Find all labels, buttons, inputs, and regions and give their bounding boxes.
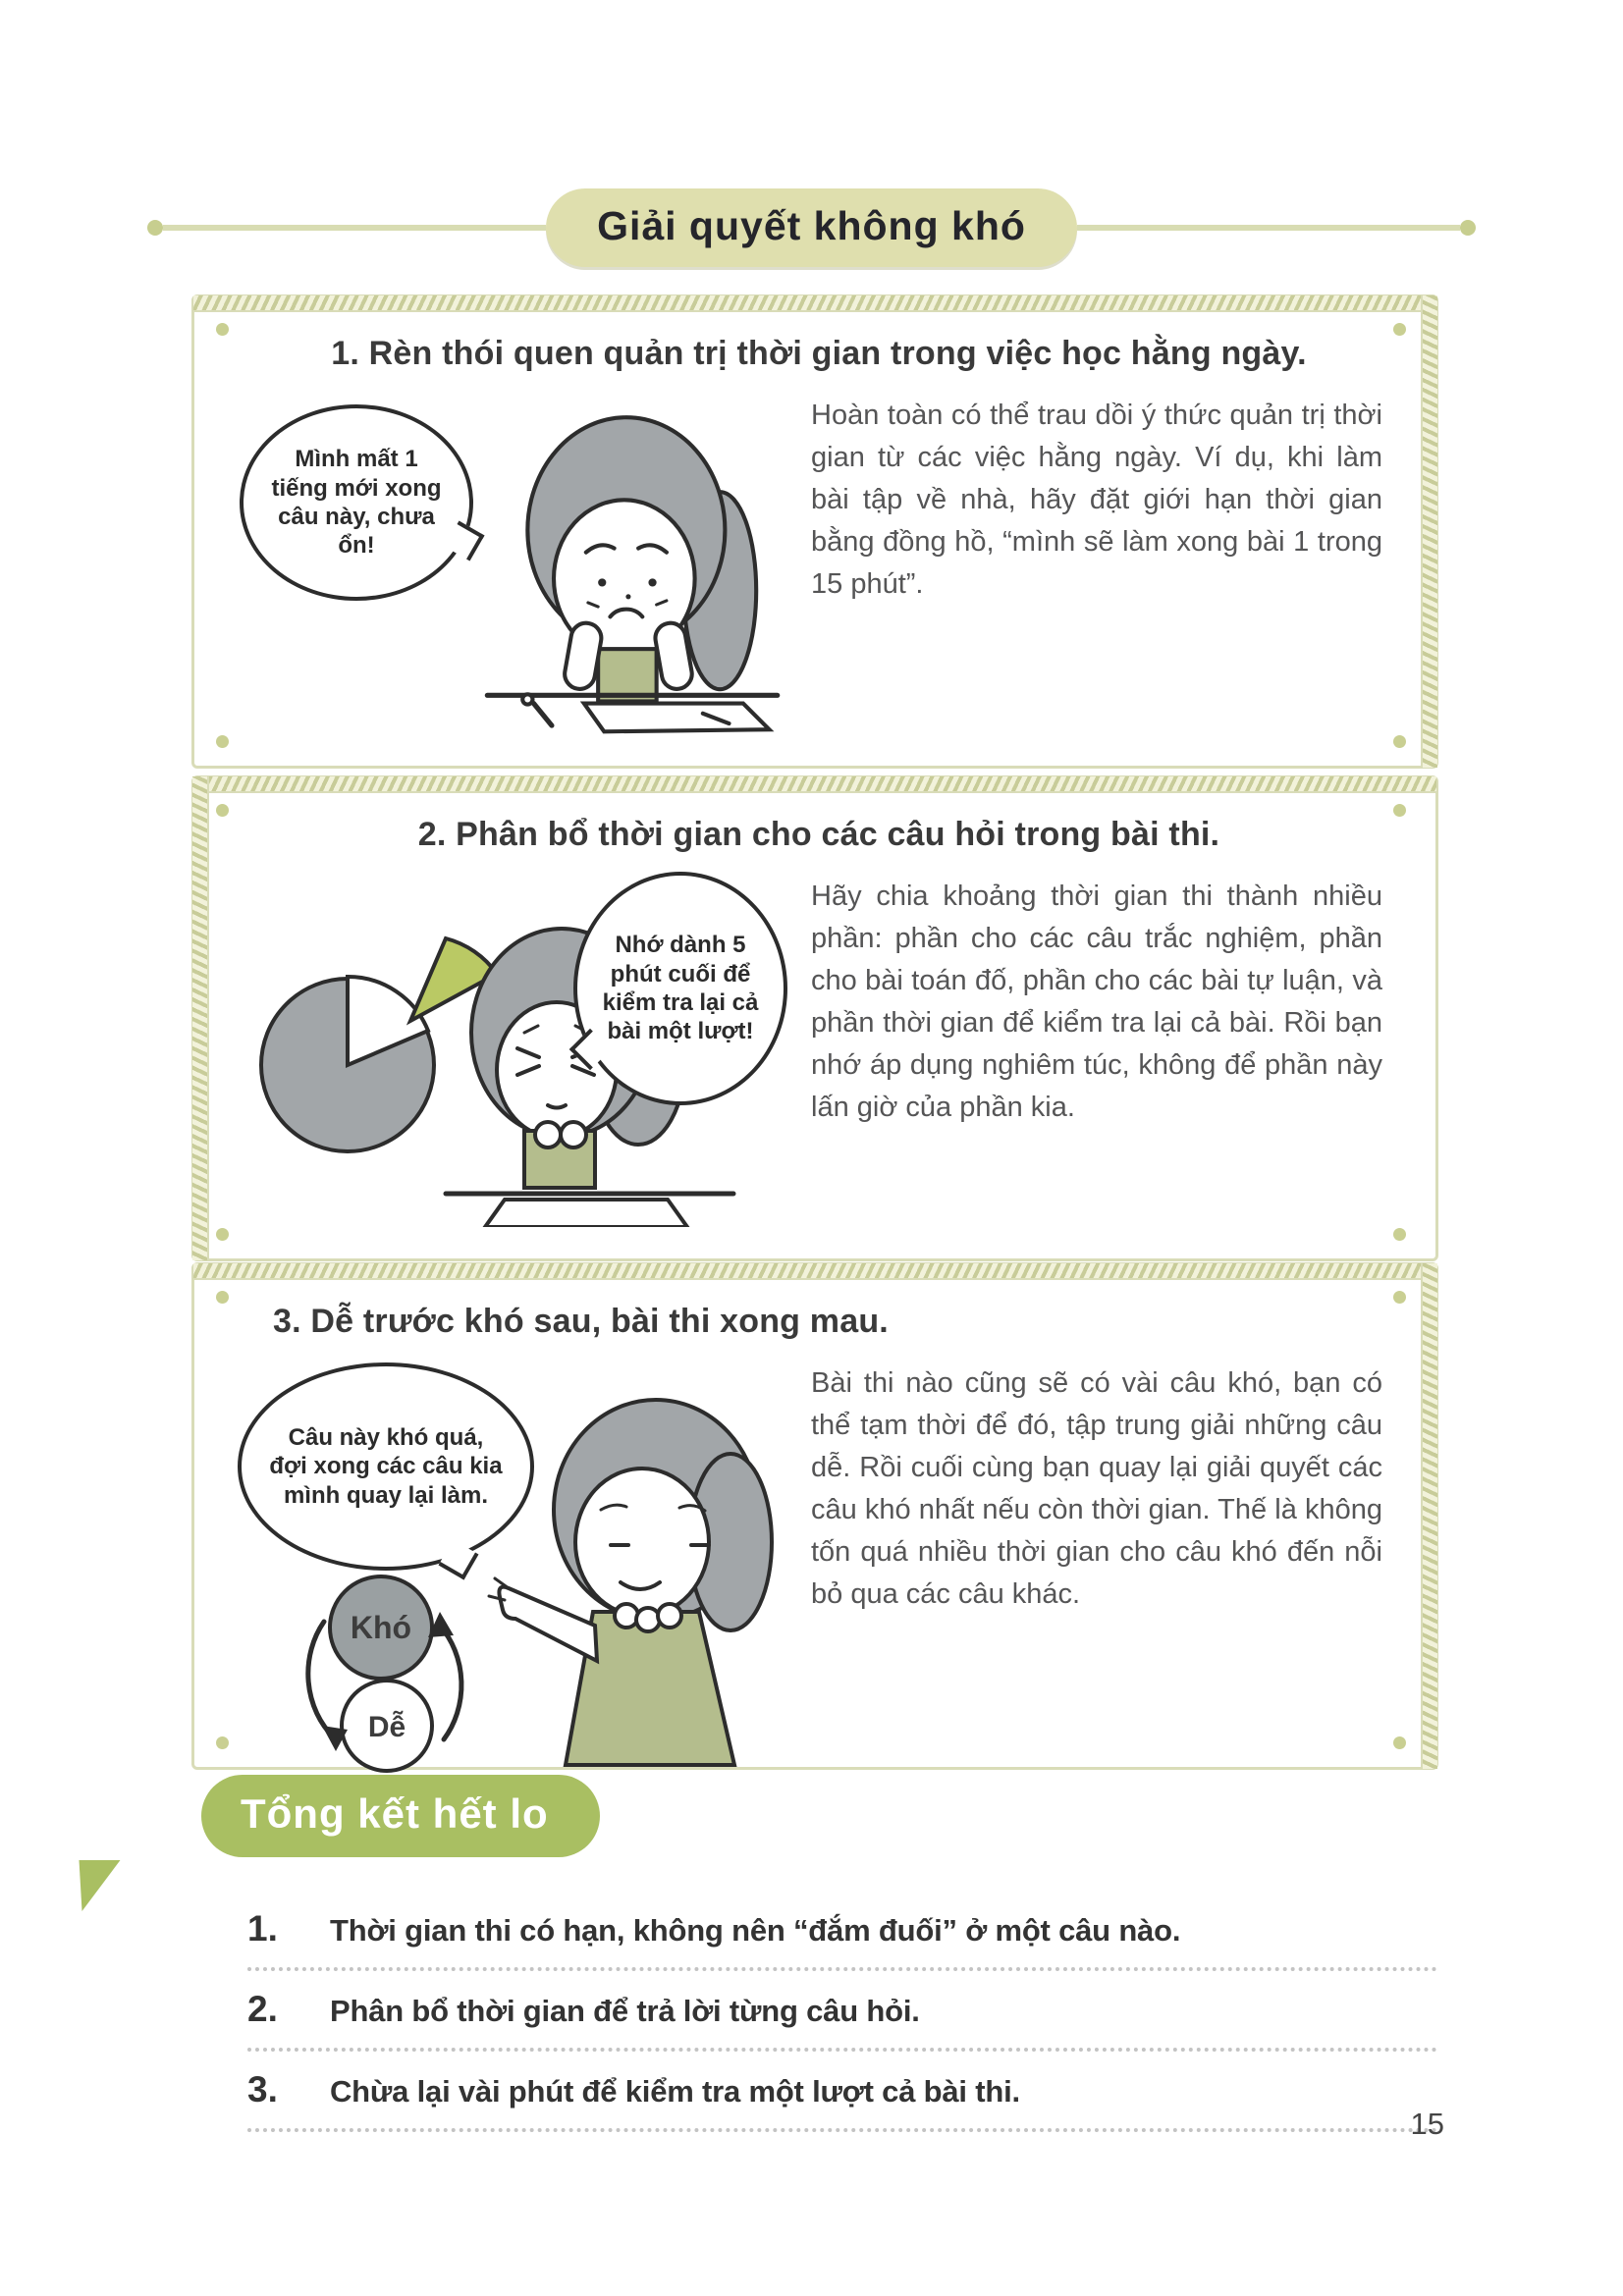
speech-bubble-text: Nhớ dành 5 phút cuối để kiểm tra lại cả bài một lượt!: [602, 932, 759, 1045]
speech-bubble: [238, 1362, 534, 1571]
section-1-illustration: [238, 389, 787, 748]
title-right-dot-icon: [1460, 220, 1476, 236]
speech-bubble-text: Câu này khó quá, đợi xong các câu kia mình quay lại làm.: [269, 1424, 503, 1509]
cycle-hard-label: Khó: [350, 1610, 412, 1645]
speech-bubble-text: Mình mất 1 tiếng mới xong câu này, chưa ổn!: [271, 446, 442, 560]
corner-dot-icon: [1393, 735, 1406, 748]
corner-dot-icon: [216, 804, 229, 817]
worried-girl-at-desk-icon: [475, 389, 787, 742]
section-3-heading: 3. Dễ trước khó sau, bài thi xong mau.: [273, 1303, 889, 1340]
section-1-panel: [191, 294, 1438, 769]
speech-bubble: [240, 404, 473, 601]
list-item-number: 2.: [247, 1989, 278, 2029]
speech-bubble: [573, 872, 787, 1105]
section-1-body: [238, 389, 1400, 748]
list-item-text: Chừa lại vài phút để kiểm tra một lượt cả bài thi.: [330, 2074, 1020, 2109]
list-item: [247, 1971, 1437, 2052]
page-title: Giải quyết không khó: [546, 188, 1077, 267]
corner-dot-icon: [216, 735, 229, 748]
corner-dot-icon: [216, 1291, 229, 1304]
title-right-line: [1077, 225, 1460, 231]
section-3-illustration: [238, 1357, 787, 1749]
page-number: 15: [1410, 2107, 1444, 2141]
section-3-body: [238, 1357, 1400, 1749]
corner-dot-icon: [1393, 1291, 1406, 1304]
list-item-number: 1.: [247, 1908, 278, 1949]
summary-list: [247, 1891, 1437, 2132]
title-row: [147, 188, 1476, 267]
section-3-paragraph: Bài thi nào cũng sẽ có vài câu khó, bạn có thể tạm thời để đó, tập trung giải những câu dễ. Rồi cuối cùng bạn quay lại giải quyết các câu khó nhất nếu còn thời gian. Thế là không tốn quá nhiều thời gian cho câu khó đến nỗi bỏ qua các câu khác.: [811, 1367, 1382, 1610]
list-item: [247, 1891, 1437, 1971]
section-1-paragraph: Hoàn toàn có thể trau dồi ý thức quản trị thời gian từ các việc hằng ngày. Ví dụ, khi làm bài tập về nhà, hãy đặt giới hạn thời gian bằng đồng hồ, “mình sẽ làm xong bài 1 trong 15 phút”.: [811, 400, 1382, 600]
section-2-body: [238, 870, 1400, 1241]
title-left-line: [163, 225, 546, 231]
cycle-easy-label: Dễ: [367, 1711, 406, 1743]
section-2-panel: [191, 775, 1438, 1261]
section-2-paragraph: Hãy chia khoảng thời gian thi thành nhiều phần: phần cho các câu trắc nghiệm, phần cho bài toán đố, phần cho các bài tự luận, và phần thời gian để kiểm tra lại cả bài. Rồi bạn nhớ áp dụng nghiêm túc, không để phần này lấn giờ của phần kia.: [811, 881, 1382, 1123]
list-item-text: Thời gian thi có hạn, không nên “đắm đuối” ở một câu nào.: [330, 1913, 1181, 1948]
corner-dot-icon: [216, 1228, 229, 1241]
corner-dot-icon: [216, 1736, 229, 1749]
section-1-heading: 1. Rèn thói quen quản trị thời gian trong việc học hằng ngày.: [331, 335, 1307, 372]
section-2-heading: 2. Phân bổ thời gian cho các câu hỏi trong bài thi.: [417, 816, 1220, 853]
section-2-illustration: [238, 870, 787, 1241]
list-item-text: Phân bổ thời gian để trả lời từng câu hỏi.: [330, 1994, 920, 2028]
title-left-dot-icon: [147, 220, 163, 236]
summary-badge: Tổng kết hết lo: [201, 1775, 600, 1857]
summary-badge-tail-icon: [67, 1860, 121, 1911]
corner-dot-icon: [1393, 804, 1406, 817]
section-3-panel: [191, 1262, 1438, 1770]
corner-dot-icon: [1393, 1228, 1406, 1241]
corner-dot-icon: [1393, 1736, 1406, 1749]
list-item: [247, 2052, 1437, 2132]
corner-dot-icon: [1393, 323, 1406, 336]
corner-dot-icon: [216, 323, 229, 336]
list-item-number: 3.: [247, 2069, 278, 2109]
